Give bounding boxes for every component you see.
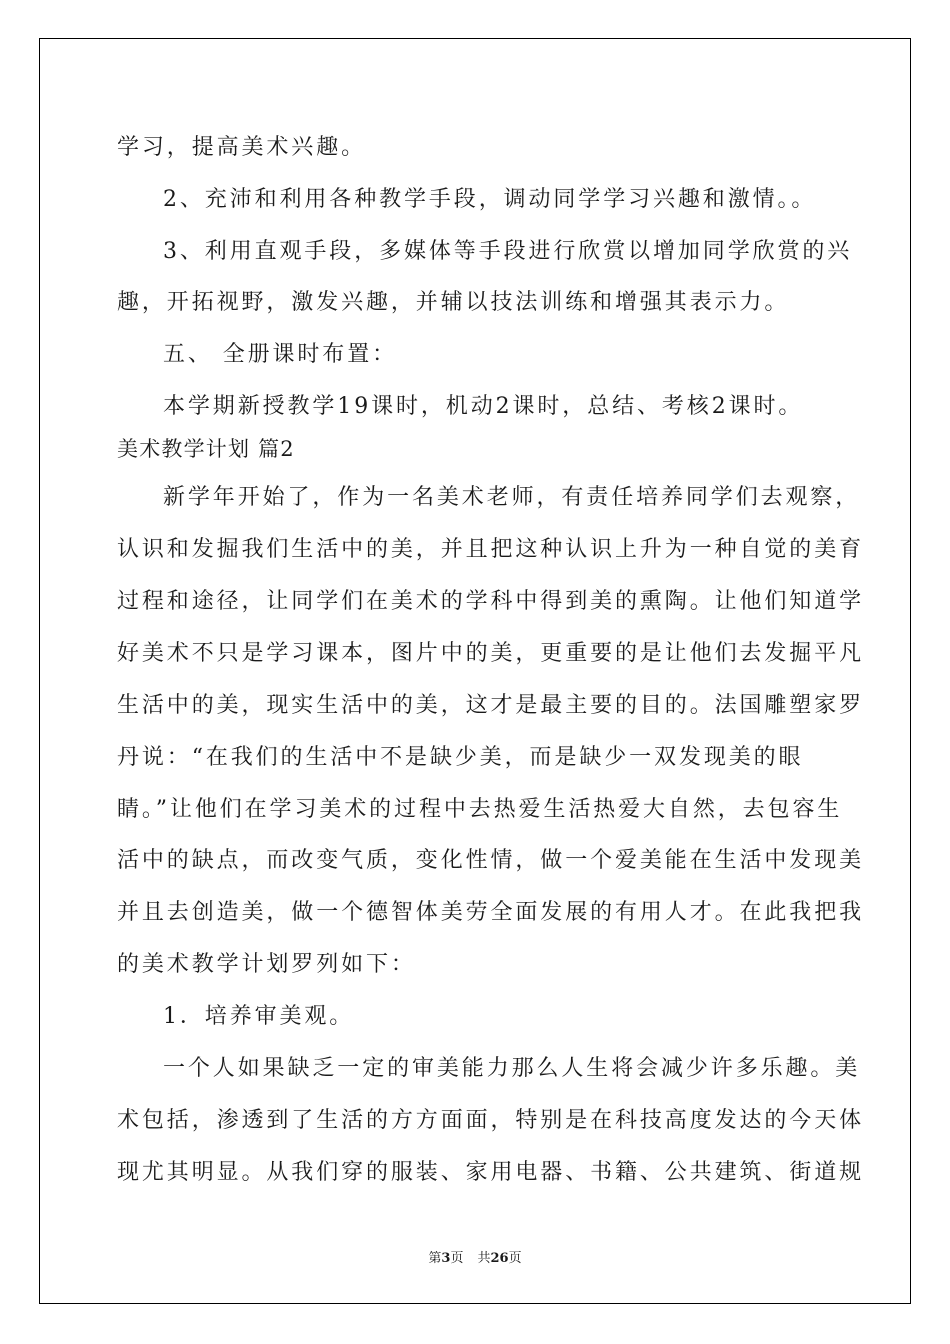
text-line-19: 一个人如果缺乏一定的审美能力那么人生将会减少许多乐趣。美 bbox=[163, 1056, 861, 1081]
text-line-11: 好美术不只是学习课本，图片中的美，更重要的是让他们去发掘平凡 bbox=[117, 641, 865, 666]
text-line-2: 2、充沛和利用各种教学手段，调动同学学习兴趣和激情。。 bbox=[163, 187, 817, 212]
text-line-17: 的美术教学计划罗列如下： bbox=[117, 952, 416, 977]
list-item-1: 1．培养审美观。 bbox=[163, 1004, 355, 1029]
page-footer bbox=[0, 1247, 950, 1266]
total-suffix: 页 bbox=[508, 1251, 522, 1266]
current-page-number: 3 bbox=[441, 1251, 451, 1266]
section-heading-5: 五、 全册课时布置： bbox=[163, 342, 397, 367]
page-suffix: 页 bbox=[450, 1251, 464, 1266]
text-line-13: 丹说：“在我们的生活中不是缺少美，而是缺少一双发现美的眼 bbox=[117, 745, 804, 770]
text-line-12: 生活中的美，现实生活中的美，这才是最主要的目的。法国雕塑家罗 bbox=[117, 693, 865, 718]
text-line-9: 认识和发掘我们生活中的美，并且把这种认识上升为一种自觉的美育 bbox=[117, 537, 865, 562]
text-line-16: 并且去创造美，做一个德智体美劳全面发展的有用人才。在此我把我 bbox=[117, 900, 865, 925]
article-heading: 美术教学计划 篇2 bbox=[117, 437, 295, 461]
text-line-10: 过程和途径，让同学们在美术的学科中得到美的熏陶。让他们知道学 bbox=[117, 589, 865, 614]
page-prefix: 第 bbox=[428, 1251, 442, 1266]
text-line-21: 现尤其明显。从我们穿的服装、家用电器、书籍、公共建筑、街道规 bbox=[117, 1160, 865, 1185]
text-line-20: 术包括，渗透到了生活的方方面面，特别是在科技高度发达的今天体 bbox=[117, 1108, 865, 1133]
text-line-4: 趣，开拓视野，激发兴趣，并辅以技法训练和增强其表示力。 bbox=[117, 290, 790, 315]
text-line-1: 学习，提高美术兴趣。 bbox=[117, 135, 367, 160]
text-line-15: 活中的缺点，而改变气质，变化性情，做一个爱美能在生活中发现美 bbox=[117, 848, 865, 873]
total-prefix: 共 bbox=[477, 1251, 491, 1266]
text-line-8: 新学年开始了，作为一名美术老师，有责任培养同学们去观察， bbox=[163, 485, 861, 510]
total-page-number: 26 bbox=[490, 1251, 509, 1266]
text-line-14: 睛。”让他们在学习美术的过程中去热爱生活热爱大自然，去包容生 bbox=[117, 797, 843, 822]
text-line-3: 3、利用直观手段，多媒体等手段进行欣赏以增加同学欣赏的兴 bbox=[163, 239, 853, 264]
text-line-6: 本学期新授教学19课时，机动2课时，总结、考核2课时。 bbox=[163, 394, 804, 419]
